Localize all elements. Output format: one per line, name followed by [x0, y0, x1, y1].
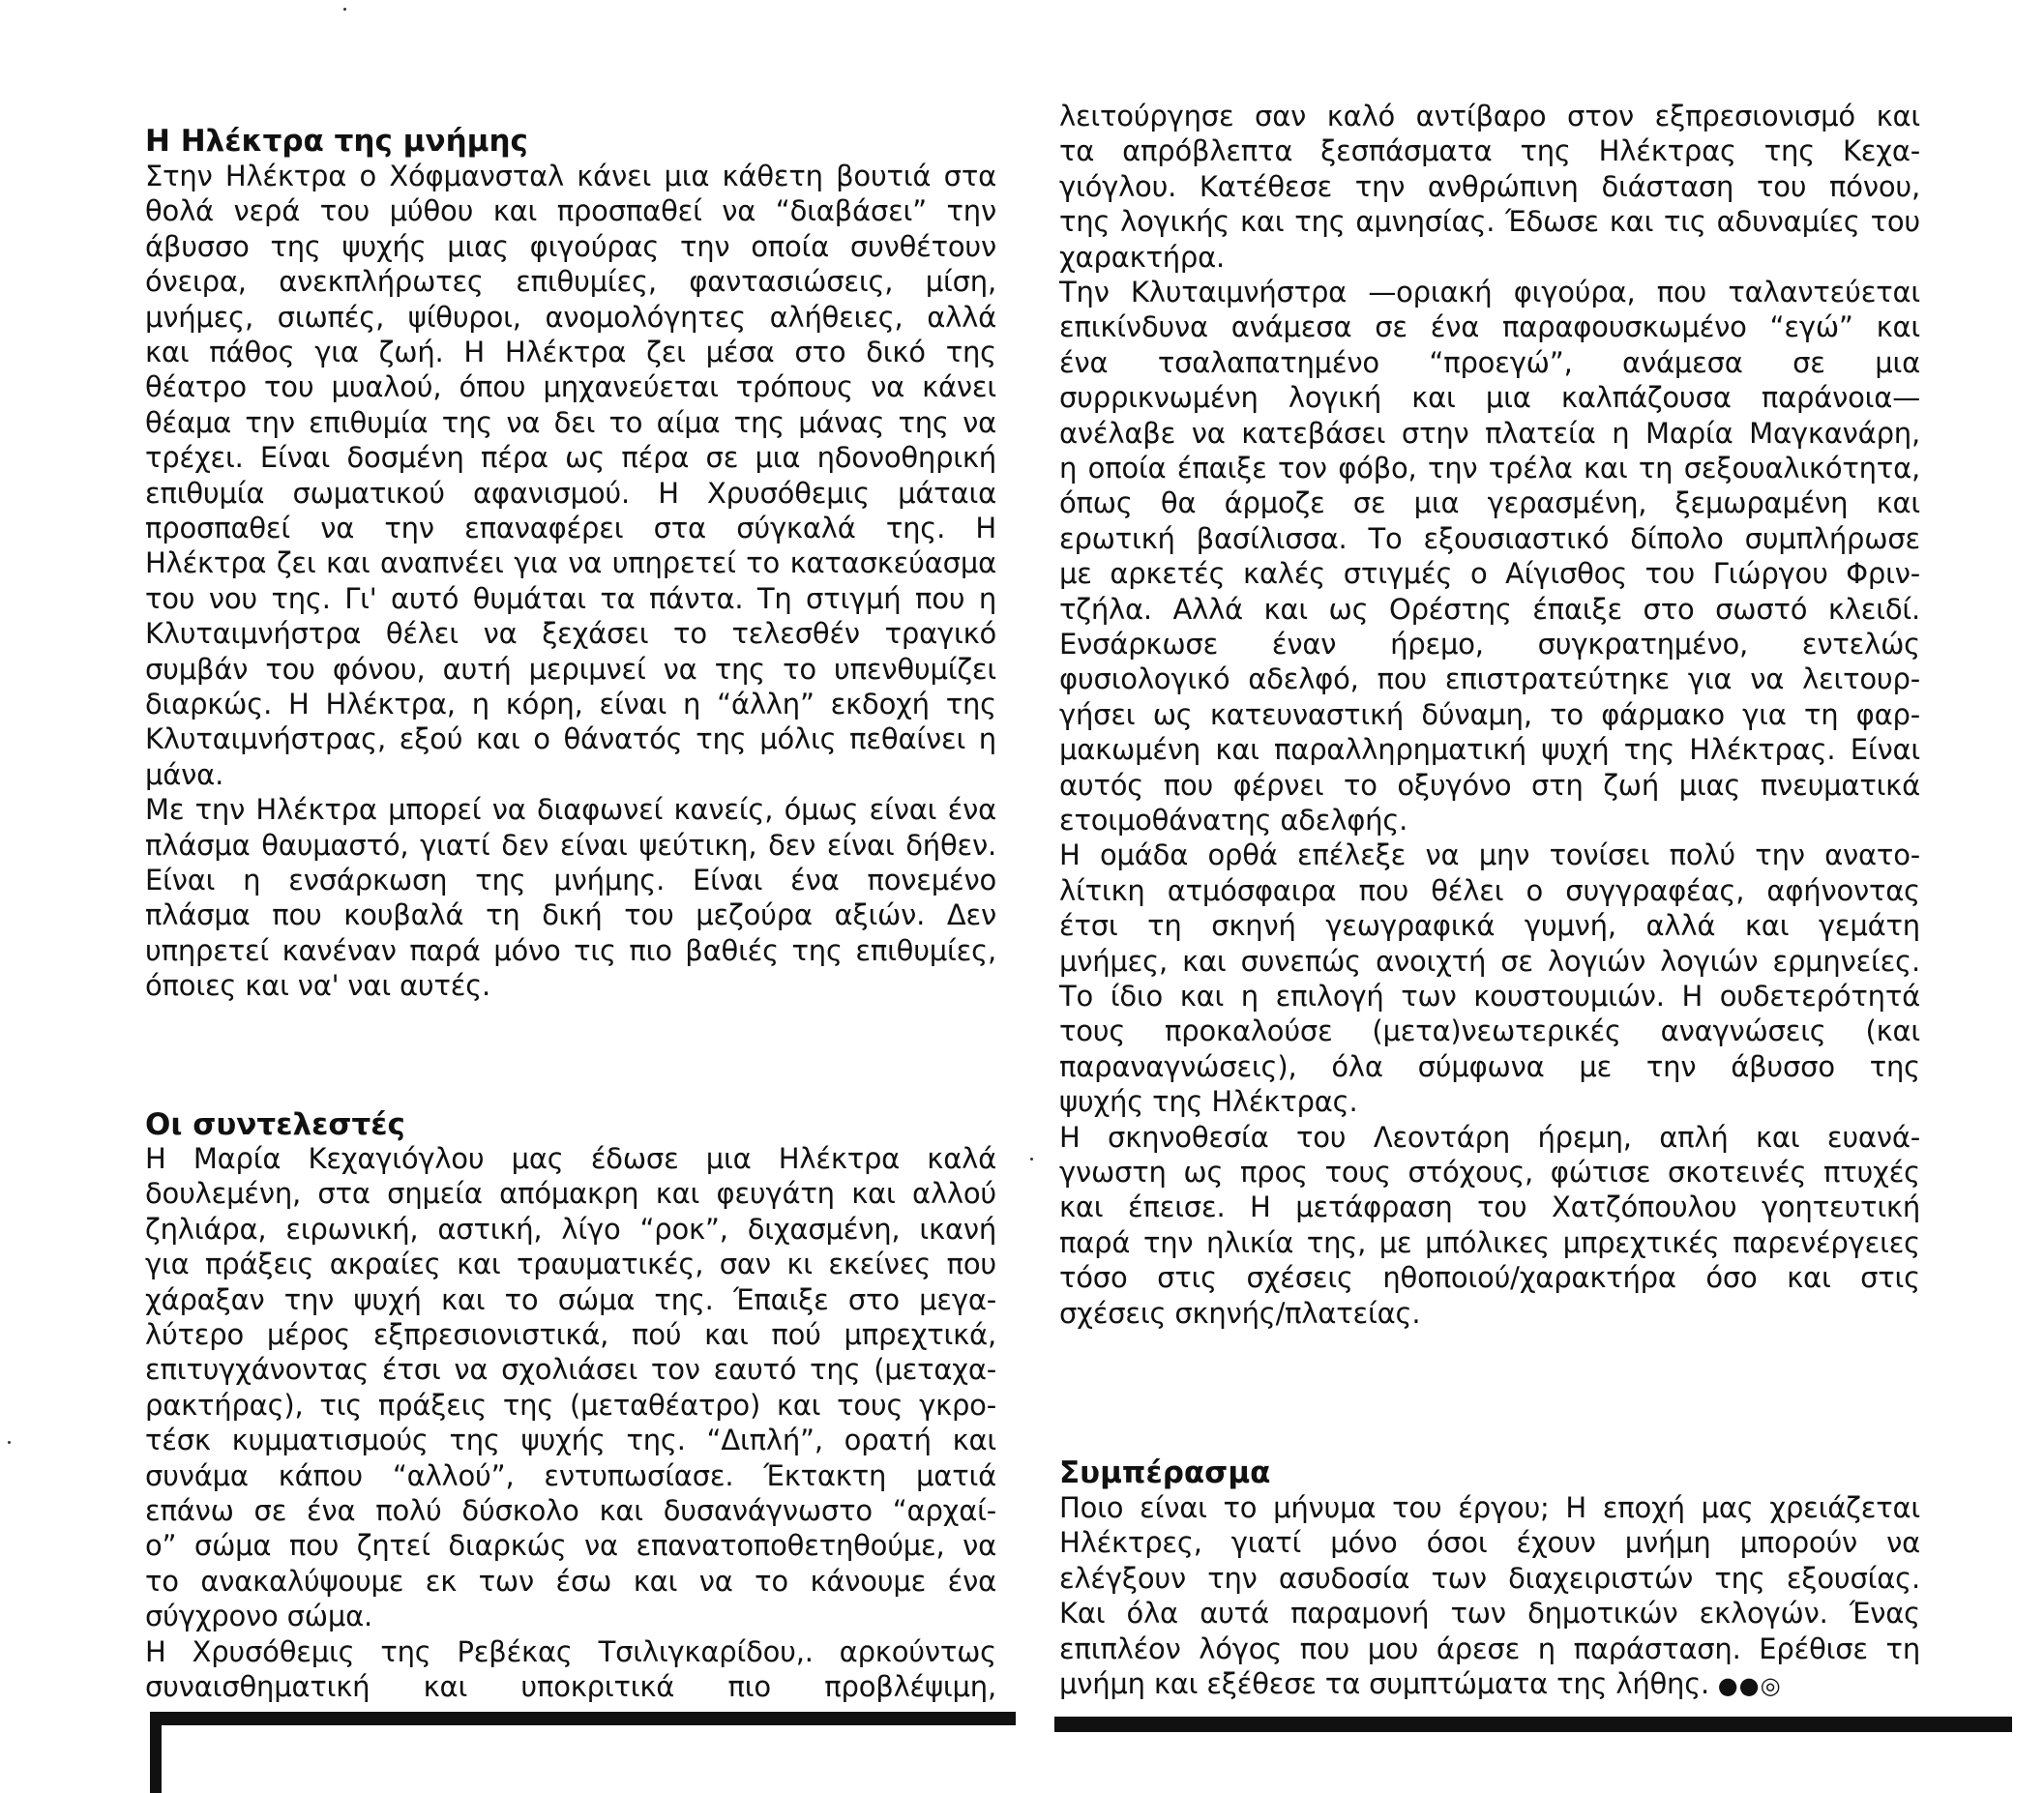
text-line: Κλυταιμνήστρας, εξού και ο θάνατός της μόλις πεθαίνει η — [145, 722, 996, 756]
text-line: πλάσμα θαυμαστό, γιατί δεν είναι ψεύτικη, δεν είναι δήθεν. — [145, 828, 996, 862]
text-line: και έπεισε. Η μετάφραση του Χατζόπουλου γοητευτική — [1059, 1190, 1920, 1224]
text-line: μνήμες, σιωπές, ψίθυροι, ανομολόγητες αλήθειες, αλλά — [145, 300, 996, 334]
text-line: γιόγλου. Κατέθεσε την ανθρώπινη διάσταση του πόνου, — [1059, 169, 1920, 203]
text-line: γήσει ως κατευναστική δύναμη, το φάρμακο για τη φαρ- — [1059, 697, 1920, 731]
text-line: μνήμη και εξέθεσε τα συμπτώματα της λήθης. ●●◎ — [1059, 1667, 1782, 1700]
text-line: επάνω σε ένα πολύ δύσκολο και δυσανάγνωστο “αρχαί- — [145, 1494, 996, 1527]
text-line: έτσι τη σκηνή γεωγραφικά γυμνή, αλλά και γεμάτη — [1059, 909, 1920, 943]
text-line: άβυσσο της ψυχής μιας φιγούρας την οποία συνθέτουν — [145, 229, 996, 263]
text-line: δουλεμένη, στα σημεία απόμακρη και φευγάτη και αλλού — [145, 1177, 996, 1211]
text-line: Με την Ηλέκτρα μπορεί να διαφωνεί κανείς, όμως είναι ένα — [145, 793, 996, 827]
text-line: Η Μαρία Κεχαγιόγλου μας έδωσε μια Ηλέκτρα καλά — [145, 1142, 996, 1175]
text-line: παρά την ηλικία της, με μπόλικες μπρεχτικές παρενέργειες — [1059, 1225, 1920, 1259]
scan-speck — [343, 8, 346, 11]
text-line: όνειρα, ανεκπλήρωτες επιθυμίες, φαντασιώσεις, μίση, — [145, 265, 996, 299]
text-line: αυτός που φέρνει το οξυγόνο στη ζωή μιας πνευματικά — [1059, 768, 1920, 802]
text-line: σχέσεις σκηνής/πλατείας. — [1059, 1296, 1421, 1330]
text-line: συνάμα κάπου “αλλού”, εντυπωσίασε. Έκτακτη ματιά — [145, 1458, 996, 1492]
text-line: συρρικνωμένη λογική και μια καλπάζουσα παράνοια— — [1059, 381, 1920, 415]
text-line: για πράξεις ακραίες και τραυματικές, σαν κι εκείνες που — [145, 1248, 996, 1281]
text-line: Η Χρυσόθεμις της Ρεβέκας Τσιλιγκαρίδου,. αρκούντως — [145, 1634, 996, 1668]
scan-speck — [1030, 1158, 1033, 1161]
text-line: λύτερο μέρος εξπρεσιονιστικά, πού και πού μπρεχτικά, — [145, 1318, 996, 1351]
bottom-rule-right — [1054, 1717, 2012, 1732]
text-line: η οποία έπαιξε τον φόβο, την τρέλα και τη σεξουαλικότητα, — [1059, 452, 1920, 485]
text-line: συναισθηματική και υποκριτικά πιο προβλέψιμη, — [145, 1670, 996, 1703]
text-line: ανέλαβε να κατεβάσει στην πλατεία η Μαρία Μαγκανάρη, — [1059, 416, 1920, 450]
text-line: ρακτήρας), τις πράξεις της (μεταθέατρο) και τους γκρο- — [145, 1388, 996, 1422]
text-line: λίτικη ατμόσφαιρα που θέλει ο συγγραφέας, αφήνοντας — [1059, 873, 1920, 907]
text-line: Η ομάδα ορθά επέλεξε να μην τονίσει πολύ την ανατο- — [1059, 838, 1920, 872]
text-line: της λογικής και της αμνησίας. Έδωσε και τις αδυναμίες του — [1059, 205, 1920, 239]
text-line: το ανακαλύψουμε εκ των έσω και να το κάνουμε ένα — [145, 1564, 996, 1598]
section-heading: Η Ηλέκτρα της μνήμης — [145, 124, 528, 159]
text-line: χαρακτήρα. — [1059, 240, 1226, 274]
text-line: ζηλιάρα, ειρωνική, αστική, λίγο “ροκ”, διχασμένη, ικανή — [145, 1212, 996, 1246]
scan-speck — [8, 1441, 11, 1444]
text-line: και πάθος για ζωή. Η Ηλέκτρα ζει μέσα στο δικό της — [145, 336, 996, 368]
text-line: επιτυγχάνοντας έτσι να σχολιάσει τον εαυτό της (μεταχα- — [145, 1353, 996, 1387]
text-line: επιθυμία σωματικού αφανισμού. Η Χρυσόθεμις μάταια — [145, 476, 996, 510]
text-line: τζήλα. Αλλά και ως Ορέστης έπαιξε στο σωστό κλειδί. — [1059, 592, 1920, 626]
text-line: μακωμένη και παραλληρηματική ψυχή της Ηλέκτρας. Είναι — [1059, 733, 1920, 767]
section-heading: Οι συντελεστές — [145, 1107, 405, 1142]
text-line: Ηλέκτρα ζει και αναπνέει για να υπηρετεί το κατασκεύασμα — [145, 546, 996, 580]
text-line: μάνα. — [145, 757, 224, 791]
text-line: προσπαθεί να την επαναφέρει στα σύγκαλά της. Η — [145, 512, 996, 544]
text-line: τέσκ κυμματισμούς της ψυχής της. “Διπλή”, ορατή και — [145, 1424, 996, 1457]
text-line: Ηλέκτρες, γιατί μόνο όσοι έχουν μνήμη μπορούν να — [1059, 1526, 1920, 1560]
section-heading: Συμπέρασμα — [1059, 1455, 1271, 1490]
text-line: γνωστη ως προς τους στόχους, φώτισε σκοτεινές πτυχές — [1059, 1156, 1920, 1189]
text-line: θέαμα την επιθυμία της να δει το αίμα της μάνας της να — [145, 405, 996, 439]
text-line: Το ίδιο και η επιλογή των κουστουμιών. Η ουδετερότητά — [1059, 980, 1920, 1013]
text-line: σύγχρονο σώμα. — [145, 1600, 373, 1633]
text-line: επικίνδυνα ανάμεσα σε ένα παραφουσκωμένο “εγώ” και — [1059, 310, 1920, 344]
text-line: λειτούργησε σαν καλό αντίβαρο στον εξπρεσιονισμό και — [1059, 100, 1920, 132]
text-line: τα απρόβλεπτα ξεσπάσματα της Ηλέκτρας της Κεχα- — [1059, 134, 1920, 168]
text-line: ετοιμοθάνατης αδελφής. — [1059, 804, 1408, 837]
text-line: όποιες και να' ναι αυτές. — [145, 969, 491, 1003]
text-line: ερωτική βασίλισσα. Το εξουσιαστικό δίπολο συμπλήρωσε — [1059, 521, 1920, 555]
text-line: Ενσάρκωσε έναν ήρεμο, συγκρατημένο, εντελώς — [1059, 628, 1920, 661]
text-line: όπως θα άρμοζε σε μια γερασμένη, ξεμωραμένη και — [1059, 486, 1920, 520]
text-line: με αρκετές καλές στιγμές ο Αίγισθος του Γιώργου Φριν- — [1059, 557, 1920, 591]
text-line: ψυχής της Ηλέκτρας. — [1059, 1085, 1358, 1119]
text-line: ο” σώμα που ζητεί διαρκώς να επανατοποθετηθούμε, να — [145, 1529, 996, 1563]
text-line: συμβάν του φόνου, αυτή μεριμνεί να της το υπενθυμίζει — [145, 652, 996, 686]
text-line: Στην Ηλέκτρα ο Χόφμανσταλ κάνει μια κάθετη βουτιά στα — [145, 160, 996, 192]
text-line: ένα τσαλαπατημένο “προεγώ”, ανάμεσα σε μια — [1059, 345, 1920, 379]
text-line: τους προκαλούσε (μετα)νεωτερικές αναγνώσεις (και — [1059, 1014, 1920, 1048]
bottom-rule-left-corner — [150, 1712, 162, 1793]
text-line: Κλυταιμνήστρα θέλει να ξεχάσει το τελεσθέν τραγικό — [145, 617, 996, 651]
text-line: Η σκηνοθεσία του Λεοντάρη ήρεμη, απλή και ευανά- — [1059, 1120, 1920, 1154]
text-line: του νου της. Γι' αυτό θυμάται τα πάντα. Τη στιγμή που η — [145, 581, 996, 615]
text-line: τρέχει. Είναι δοσμένη πέρα ως πέρα σε μια ηδονοθηρική — [145, 441, 996, 475]
text-line: Την Κλυταιμνήστρα —οριακή φιγούρα, που ταλαντεύεται — [1059, 276, 1920, 309]
text-line: Ποιο είναι το μήνυμα του έργου; Η εποχή μας χρειάζεται — [1059, 1491, 1920, 1524]
text-line: θέατρο του μυαλού, όπου μηχανεύεται τρόπους να κάνει — [145, 370, 996, 404]
text-line: πλάσμα που κουβαλά τη δική του μεζούρα αξιών. Δεν — [145, 898, 996, 932]
text-line: μνήμες, και συνεπώς ανοιχτή σε λογιών λογιών ερμηνείες. — [1059, 944, 1920, 978]
text-line: θολά νερά του μύθου και προσπαθεί να “διαβάσει” την — [145, 194, 996, 228]
rating-icon: ●●◎ — [1709, 1672, 1782, 1699]
text-line: χάραξαν την ψυχή και το σώμα της. Έπαιξε στο μεγα- — [145, 1282, 996, 1316]
text-line: Και όλα αυτά παραμονή των δημοτικών εκλογών. Ένας — [1059, 1597, 1920, 1631]
text-line: τόσο στις σχέσεις ηθοποιού/χαρακτήρα όσο και στις — [1059, 1261, 1920, 1295]
text-line: Είναι η ενσάρκωση της μνήμης. Είναι ένα πονεμένο — [145, 864, 996, 896]
text-line: επιπλέον λόγος που μου άρεσε η παράσταση. Ερέθισε τη — [1059, 1631, 1920, 1665]
text-line: διαρκώς. Η Ηλέκτρα, η κόρη, είναι η “άλλη” εκδοχή της — [145, 688, 996, 720]
text-line: παραναγνώσεις), όλα σύμφωνα με την άβυσσο της — [1059, 1049, 1920, 1083]
text-line: ελέγξουν την ασυδοσία των διαχειριστών της εξουσίας. — [1059, 1561, 1920, 1595]
bottom-rule-left — [150, 1712, 1016, 1725]
text-line: φυσιολογικό αδελφό, που επιστρατεύτηκε για να λειτουρ- — [1059, 662, 1920, 696]
text-line: υπηρετεί κανέναν παρά μόνο τις πιο βαθιές της επιθυμίες, — [145, 933, 996, 967]
